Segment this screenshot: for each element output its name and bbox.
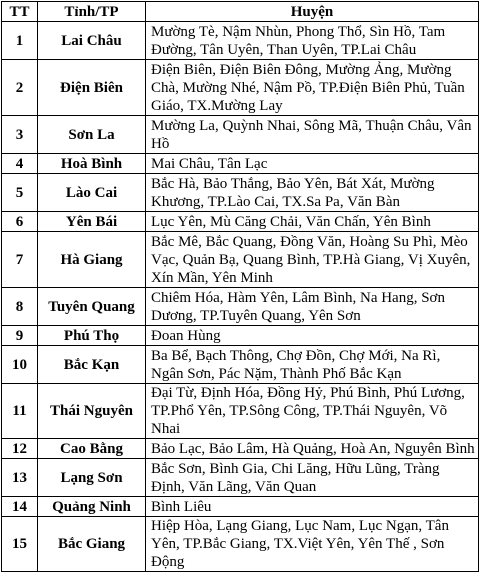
province-name: Quảng Ninh [38, 497, 146, 517]
province-name: Lai Châu [38, 22, 146, 60]
row-number: 7 [2, 232, 38, 288]
district-list: Mường Tè, Nậm Nhùn, Phong Thổ, Sìn Hồ, Tam Đường, Tân Uyên, Than Uyên, TP.Lai Châu [146, 22, 479, 60]
table-row [2, 22, 479, 60]
table-row [2, 232, 479, 288]
table-row [2, 212, 479, 232]
row-number: 14 [2, 497, 38, 517]
district-list: Hiệp Hòa, Lạng Giang, Lục Nam, Lục Ngạn, Tân Yên, TP.Bắc Giang, TX.Việt Yên, Yên Thế , Sơn Động [146, 517, 479, 572]
province-name: Yên Bái [38, 212, 146, 232]
district-list: Điện Biên, Điện Biên Đông, Mường Ảng, Mường Chà, Mường Nhé, Nậm Pồ, TP.Điện Biên Phủ, Tuần Giáo, TX.Mường Lay [146, 60, 479, 116]
table-row [2, 384, 479, 439]
province-name: Bắc Giang [38, 517, 146, 572]
district-list: Bình Liêu [146, 497, 479, 517]
table-row [2, 459, 479, 497]
province-name: Phú Thọ [38, 326, 146, 346]
province-name: Bắc Kạn [38, 346, 146, 384]
district-list: Bắc Hà, Bảo Thắng, Bảo Yên, Bát Xát, Mường Khương, TP.Lào Cai, TX.Sa Pa, Văn Bàn [146, 174, 479, 212]
district-list: Bảo Lạc, Bảo Lâm, Hà Quảng, Hoà An, Nguyên Bình [146, 439, 479, 459]
row-number: 11 [2, 384, 38, 439]
table-row [2, 288, 479, 326]
table-row [2, 439, 479, 459]
row-number: 9 [2, 326, 38, 346]
table-row [2, 174, 479, 212]
row-number: 4 [2, 154, 38, 174]
district-list: Bắc Sơn, Bình Gia, Chi Lăng, Hữu Lũng, Tràng Định, Văn Lãng, Văn Quan [146, 459, 479, 497]
row-number: 15 [2, 517, 38, 572]
district-list: Bắc Mê, Bắc Quang, Đồng Văn, Hoàng Su Phì, Mèo Vạc, Quản Bạ, Quang Bình, TP.Hà Giang, Vị Xuyên, Xín Mần, Yên Minh [146, 232, 479, 288]
province-name: Sơn La [38, 116, 146, 154]
header-row [2, 2, 479, 22]
district-list: Mai Châu, Tân Lạc [146, 154, 479, 174]
table-row [2, 497, 479, 517]
district-list: Đại Từ, Định Hóa, Đồng Hỷ, Phú Bình, Phú Lương, TP.Phổ Yên, TP.Sông Công, TP.Thái Nguyên, Võ Nhai [146, 384, 479, 439]
province-name: Lào Cai [38, 174, 146, 212]
row-number: 8 [2, 288, 38, 326]
row-number: 1 [2, 22, 38, 60]
row-number: 5 [2, 174, 38, 212]
table-row [2, 326, 479, 346]
province-name: Lạng Sơn [38, 459, 146, 497]
header-province: Tỉnh/TP [38, 2, 146, 22]
row-number: 3 [2, 116, 38, 154]
row-number: 10 [2, 346, 38, 384]
row-number: 6 [2, 212, 38, 232]
table-row [2, 517, 479, 572]
district-list: Mường La, Quỳnh Nhai, Sông Mã, Thuận Châu, Vân Hồ [146, 116, 479, 154]
district-list: Ba Bể, Bạch Thông, Chợ Đồn, Chợ Mới, Na Rì, Ngân Sơn, Pác Nặm, Thành Phố Bắc Kạn [146, 346, 479, 384]
district-list: Chiêm Hóa, Hàm Yên, Lâm Bình, Na Hang, Sơn Dương, TP.Tuyên Quang, Yên Sơn [146, 288, 479, 326]
province-name: Tuyên Quang [38, 288, 146, 326]
row-number: 12 [2, 439, 38, 459]
district-table [1, 1, 479, 572]
province-name: Thái Nguyên [38, 384, 146, 439]
province-name: Hoà Bình [38, 154, 146, 174]
table-row [2, 116, 479, 154]
table-row [2, 346, 479, 384]
table-row [2, 154, 479, 174]
province-name: Cao Bằng [38, 439, 146, 459]
district-list: Lục Yên, Mù Căng Chải, Văn Chấn, Yên Bình [146, 212, 479, 232]
province-name: Điện Biên [38, 60, 146, 116]
header-districts: Huyện [146, 2, 479, 22]
district-list: Đoan Hùng [146, 326, 479, 346]
table-row [2, 60, 479, 116]
row-number: 13 [2, 459, 38, 497]
province-name: Hà Giang [38, 232, 146, 288]
header-tt: TT [2, 2, 38, 22]
row-number: 2 [2, 60, 38, 116]
